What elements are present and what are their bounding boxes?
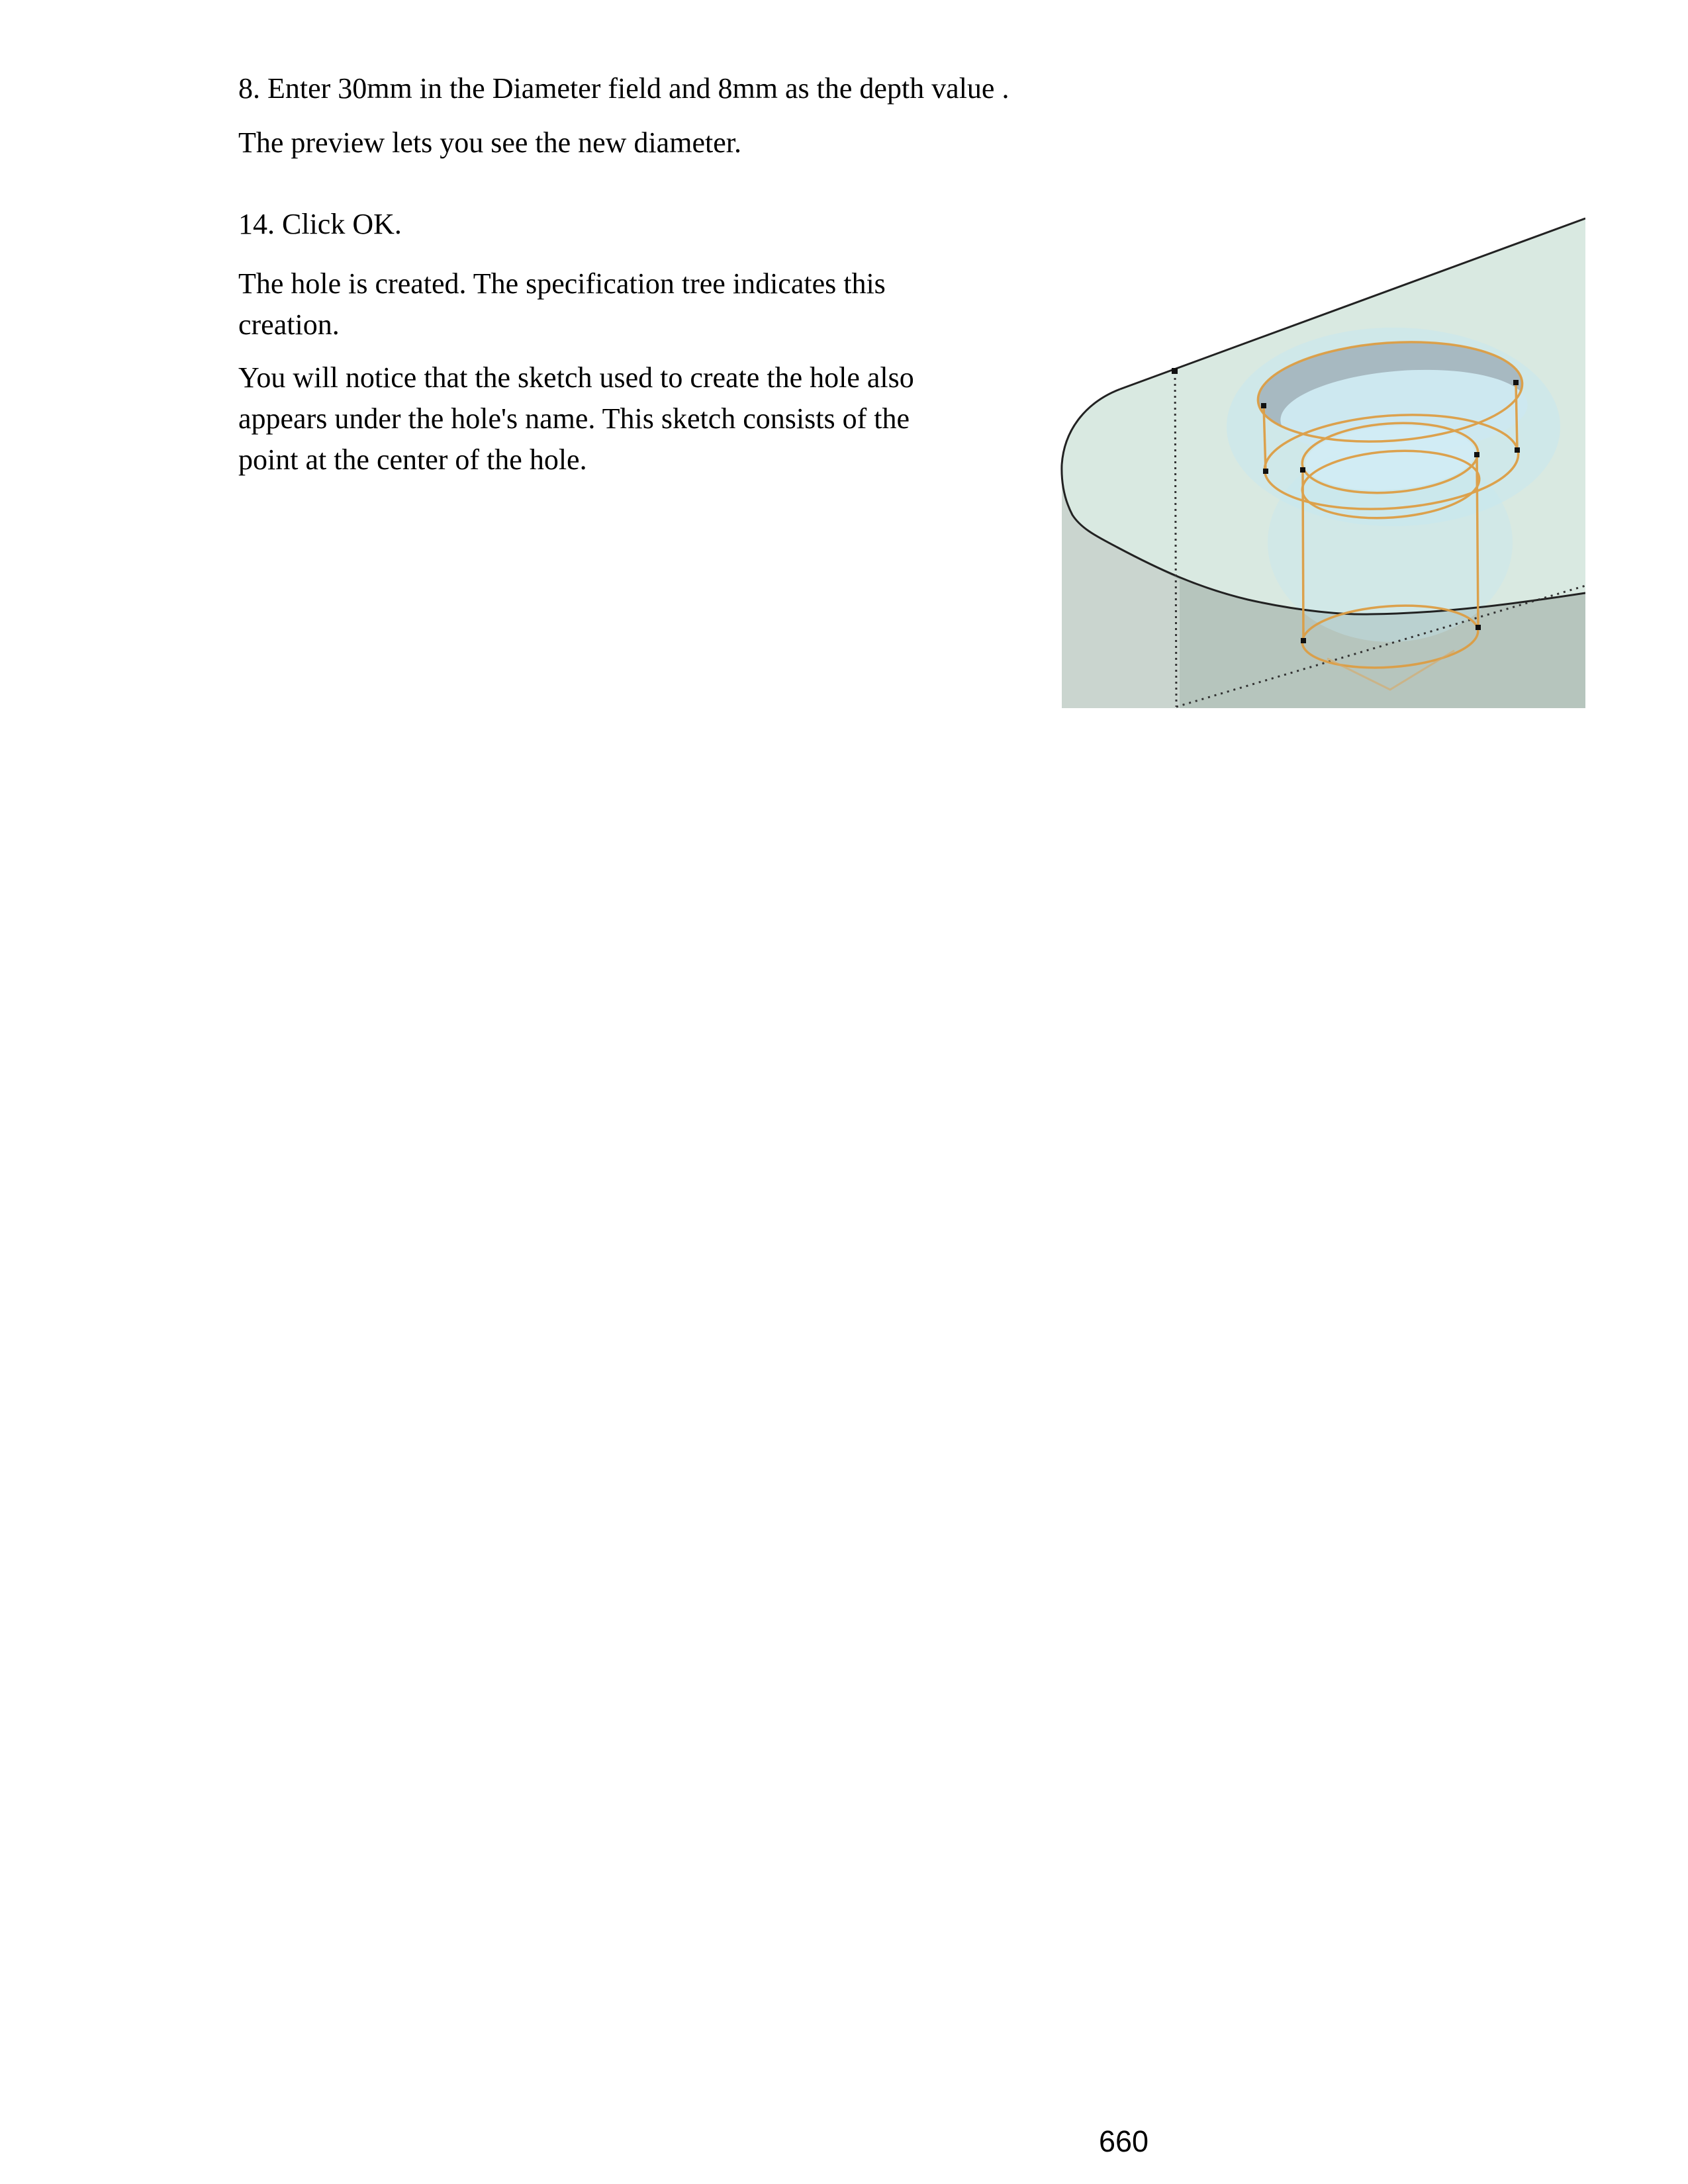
text-line: The hole is created. The specification tree indicates this bbox=[238, 267, 886, 300]
vertex-marker bbox=[1515, 447, 1520, 453]
vertex-marker bbox=[1300, 467, 1305, 473]
vertex-marker bbox=[1513, 380, 1519, 385]
paragraph-preview-note bbox=[238, 122, 741, 163]
vertex-marker bbox=[1474, 452, 1479, 457]
text-line: 14. Click OK. bbox=[238, 208, 402, 240]
counterbore-right-edge bbox=[1516, 383, 1517, 450]
paragraph-step-14 bbox=[238, 204, 402, 245]
text-line: 8. Enter 30mm in the Diameter field and 8mm as the depth value . bbox=[238, 72, 1009, 105]
text-line: point at the center of the hole. bbox=[238, 443, 587, 476]
vertex-marker bbox=[1301, 638, 1306, 643]
vertex-marker bbox=[1476, 625, 1481, 630]
paragraph-sketch-note bbox=[238, 357, 914, 480]
hole-preview-figure bbox=[1059, 199, 1585, 708]
paragraph-step-8 bbox=[238, 68, 1009, 109]
text-line: The preview lets you see the new diameter. bbox=[238, 126, 741, 159]
vertex-marker bbox=[1261, 403, 1266, 408]
text-line: You will notice that the sketch used to create the hole also bbox=[238, 361, 914, 394]
hole-right-edge bbox=[1477, 455, 1478, 627]
text-line: creation. bbox=[238, 308, 340, 341]
hole-preview-3d-graphic bbox=[1059, 199, 1585, 708]
text-line: appears under the hole's name. This sketch consists of the bbox=[238, 402, 910, 435]
vertex-marker bbox=[1263, 469, 1268, 474]
paragraph-hole-created bbox=[238, 263, 886, 345]
vertex-marker bbox=[1172, 368, 1178, 374]
page-number: 660 bbox=[1099, 2124, 1149, 2158]
